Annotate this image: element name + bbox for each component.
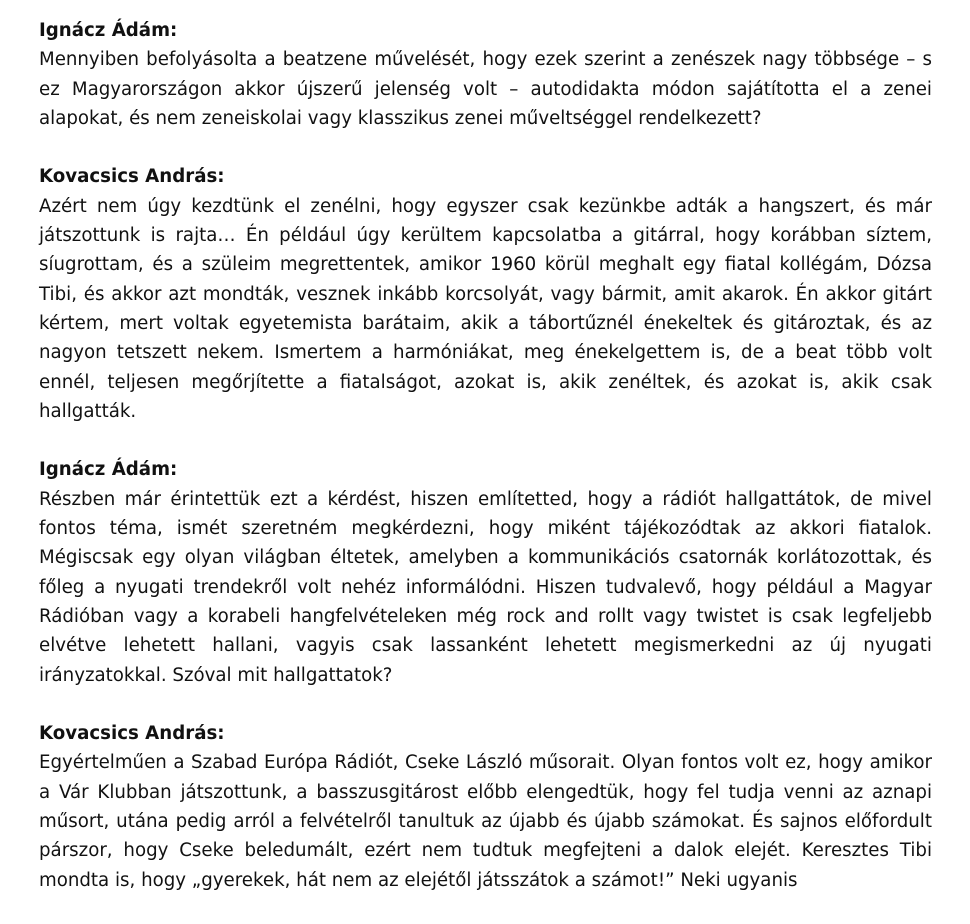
interview-paragraph: Részben már érintettük ezt a kérdést, hiszen említetted, hogy a rádiót hallgattátok, de mivel fontos téma, ismét szeretném megkérdezni, hogy miként tájékozódtak az akkori fiatalok. Mégiscsak egy olyan világban éltetek, amelyben a kommunikációs csatornák korlátozottak, és főleg a nyugati trendekről volt nehéz informálódni. Hiszen tudvalevő, hogy például a Magyar Rádióban vagy a korabeli hangfelvételeken még rock and rollt vagy twistet is csak legfeljebb elvétve lehetett hallani, vagyis csak lassanként lehetett megismerkedni az új nyugati irányzatokkal. Szóval mit hallgattatok? [39,488,932,686]
interview-document [39,16,932,924]
speaker-name: Kovacsics András: [39,166,225,188]
interview-block-4 [39,719,932,895]
speaker-name: Ignácz Ádám: [39,459,178,481]
interview-block-2 [39,162,932,426]
interview-paragraph: Egyértelműen a Szabad Európa Rádiót, Cseke László műsorait. Olyan fontos volt ez, hogy amikor a Vár Klubban játszottunk, a basszusgitárost előbb elengedtük, hogy fel tudja venni az aznapi műsort, utána pedig arról a felvételről tanultuk az újabb és újabb számokat. És sajnos előfordult párszor, hogy Cseke beledumált, ezért nem tudtuk megfejteni a dalok elejét. Keresztes Tibi mondta is, hogy „gyerekek, hát nem az elejétől játsszátok a számot!” Neki ugyanis [39,752,932,891]
speaker-name: Kovacsics András: [39,723,225,745]
interview-paragraph: Azért nem úgy kezdtünk el zenélni, hogy egyszer csak kezünkbe adták a hangszert, és már játszottunk is rajta… Én például úgy kerültem kapcsolatba a gitárral, hogy korábban síztem, síugrottam, és a szüleim megrettentek, amikor 1960 körül meghalt egy fiatal kollégám, Dózsa Tibi, és akkor azt mondták, vesznek inkább korcsolyát, vagy bármit, amit akarok. Én akkor gitárt kértem, mert voltak egyetemista barátaim, akik a tábortűznél énekeltek és gitároztak, és az nagyon tetszett nekem. Ismertem a harmóniákat, meg énekelgettem is, de a beat több volt ennél, teljesen megőrjítette a fiatalságot, azokat is, akik zenéltek, és azokat is, akik csak hallgatták. [39,195,932,422]
speaker-name: Ignácz Ádám: [39,20,178,41]
interview-paragraph: Mennyiben befolyásolta a beatzene művelését, hogy ezek szerint a zenészek nagy többsége – s ez Magyarországon akkor újszerű jelenség volt – autodidakta módon sajátította el a zenei alapokat, és nem zeneiskolai vagy klasszikus zenei műveltséggel rendelkezett? [39,49,932,129]
interview-block-1 [39,16,932,133]
interview-block-3 [39,455,932,689]
